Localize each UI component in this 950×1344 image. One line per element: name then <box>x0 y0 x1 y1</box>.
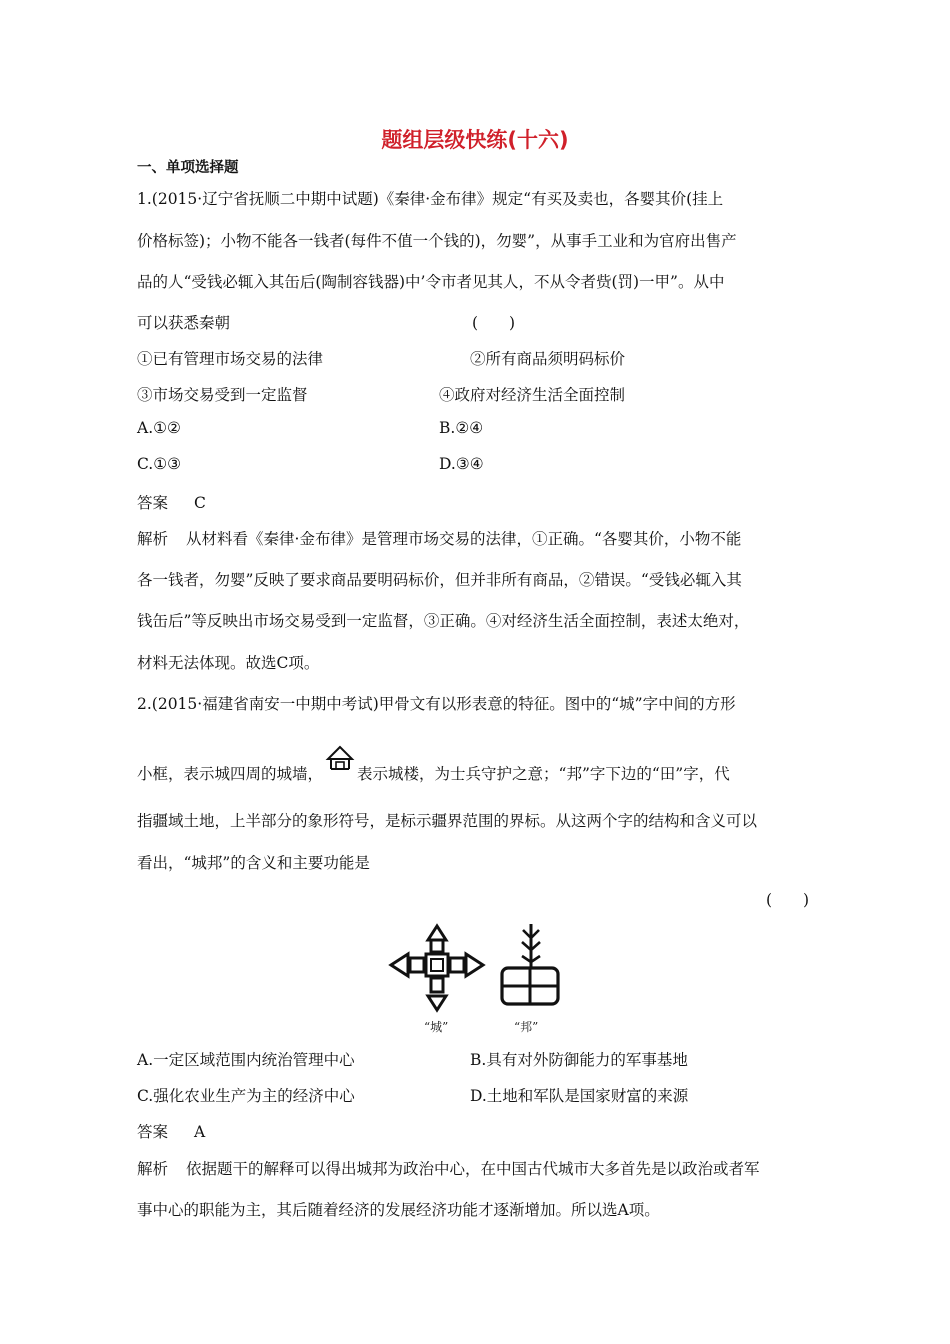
q1-option-4: ④政府对经济生活全面控制 <box>439 386 626 404</box>
q2-stem-line-2b: 表示城楼，为士兵守护之意；“邦”字下边的“田”字，代 <box>357 765 730 783</box>
q1-stem-line-2: 价格标签)；小物不能各一钱者(每件不值一个钱的)，勿婴”，从事手工业和为官府出售产 <box>137 232 737 250</box>
page-title: 题组层级快练(十六) <box>381 128 569 152</box>
q2-answer-value: A <box>194 1123 206 1141</box>
q1-choice-d: D.③④ <box>439 455 484 473</box>
q1-answer <box>137 491 206 513</box>
q2-stem-line-1: 2.(2015·福建省南安一中期中考试)甲骨文有以形表意的特征。图中的“城”字中间的方形 <box>137 695 736 713</box>
q2-stem-line-3: 指疆域土地，上半部分的象形符号，是标示疆界范围的界标。从这两个字的结构和含义可以 <box>137 812 758 830</box>
cheng-caption: “城” <box>424 1020 449 1034</box>
oracle-bone-figure <box>386 920 566 1036</box>
q2-analysis-line-2: 事中心的职能为主，其后随着经济的发展经济功能才逐渐增加。所以选A项。 <box>137 1201 660 1219</box>
q1-option-3: ③市场交易受到一定监督 <box>137 386 308 404</box>
q1-analysis-label: 解析 <box>137 530 169 548</box>
q1-analysis-line-4: 材料无法体现。故选C项。 <box>137 654 320 672</box>
q2-choice-a: A.一定区域范围内统治管理中心 <box>137 1051 355 1069</box>
q1-option-1: ①已有管理市场交易的法律 <box>137 350 324 368</box>
q2-answer <box>137 1120 205 1142</box>
q1-analysis-line-3: 钱缶后”等反映出市场交易受到一定监督，③正确。④对经济生活全面控制，表述太绝对， <box>137 612 750 630</box>
q2-analysis-line-1 <box>137 1157 760 1179</box>
q2-stem-line-4: 看出，“城邦”的含义和主要功能是 <box>137 854 370 872</box>
q1-answer-label: 答案 <box>137 494 169 512</box>
q2-answer-paren: ( ) <box>766 891 810 909</box>
tower-glyph-icon <box>325 753 355 777</box>
q1-analysis-line-2: 各一钱者，勿婴”反映了要求商品要明码标价，但并非所有商品，②错误。“受钱必辄入其 <box>137 571 742 589</box>
q1-stem-line-3: 品的人“受钱必辄入其缶后(陶制容钱器)中’令市者见其人，不从令者赀(罚)一甲”。从中 <box>137 273 725 291</box>
q2-analysis-label: 解析 <box>137 1160 169 1178</box>
q1-stem-line-4: 可以获悉秦朝 <box>137 314 231 332</box>
q2-answer-label: 答案 <box>137 1123 169 1141</box>
section-heading: 一、单项选择题 <box>137 160 239 176</box>
q2-choice-b: B.具有对外防御能力的军事基地 <box>470 1051 688 1069</box>
q1-answer-value: C <box>194 494 206 512</box>
q2-stem-line-2 <box>137 753 730 784</box>
q1-choice-b: B.②④ <box>439 419 484 437</box>
bang-character-icon <box>496 920 566 1016</box>
q2-choice-c: C.强化农业生产为主的经济中心 <box>137 1087 355 1105</box>
bang-caption: “邦” <box>514 1020 539 1034</box>
q2-stem-line-2a: 小框，表示城四周的城墙， <box>137 765 324 783</box>
q1-analysis-text-1: 从材料看《秦律·金布律》是管理市场交易的法律，①正确。“各婴其价，小物不能 <box>186 530 742 548</box>
q2-choice-d: D.土地和军队是国家财富的来源 <box>470 1087 689 1105</box>
q1-choice-a: A.①② <box>137 419 181 437</box>
q1-answer-paren: ( ) <box>472 314 516 332</box>
q1-stem-line-1: 1.(2015·辽宁省抚顺二中期中试题)《秦律·金布律》规定“有买及卖也，各婴其价(挂上 <box>137 190 724 208</box>
q1-choice-c: C.①③ <box>137 455 182 473</box>
q1-analysis-line-1 <box>137 527 741 549</box>
q1-option-2: ②所有商品须明码标价 <box>470 350 626 368</box>
q2-analysis-text-1: 依据题干的解释可以得出城邦为政治中心，在中国古代城市大多首先是以政治或者军 <box>186 1160 760 1178</box>
